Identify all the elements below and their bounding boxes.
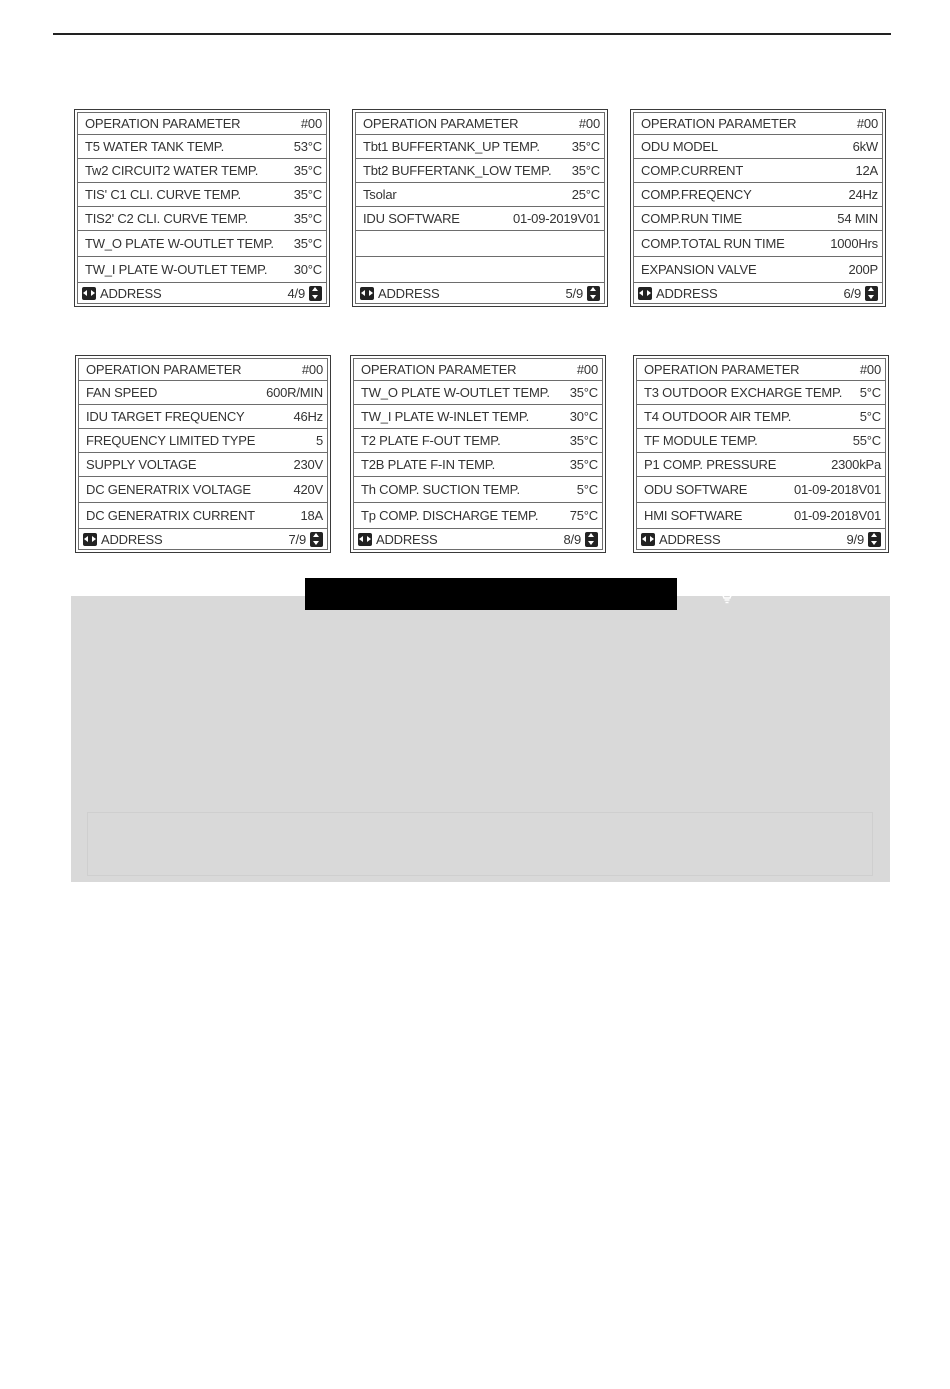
- address-nav[interactable]: [641, 532, 720, 547]
- parameter-row: [356, 135, 604, 159]
- parameter-value: 30°C: [569, 409, 598, 424]
- parameter-value: 35°C: [569, 433, 598, 448]
- parameter-value: 35°C: [571, 163, 600, 178]
- parameter-label: TW_I PLATE W-INLET TEMP.: [361, 409, 530, 424]
- panel-title: OPERATION PARAMETER: [363, 116, 519, 131]
- left-right-arrows-icon[interactable]: [638, 287, 652, 300]
- panel-frame: [77, 112, 327, 304]
- parameter-row: [78, 231, 326, 257]
- page-nav[interactable]: [288, 286, 322, 301]
- parameter-row: [354, 503, 602, 529]
- parameter-label: Tbt1 BUFFERTANK_UP TEMP.: [363, 139, 540, 154]
- parameter-row: [356, 257, 604, 283]
- parameter-label: IDU SOFTWARE: [363, 211, 460, 226]
- panel-footer: [637, 529, 885, 549]
- parameter-row: [79, 381, 327, 405]
- parameter-value: 75°C: [569, 508, 598, 523]
- address-label: ADDRESS: [101, 531, 163, 547]
- parameter-row: [634, 231, 882, 257]
- panel-title-row: [356, 113, 604, 135]
- panel-footer: [354, 529, 602, 549]
- parameter-label: TW_I PLATE W-OUTLET TEMP.: [85, 262, 268, 277]
- parameter-value: 35°C: [293, 211, 322, 226]
- parameter-row: [78, 257, 326, 283]
- page-nav[interactable]: [289, 532, 323, 547]
- parameter-label: TF MODULE TEMP.: [644, 433, 758, 448]
- parameter-label: Tsolar: [363, 187, 397, 202]
- panel-code: #00: [859, 362, 881, 377]
- parameter-value: 01-09-2018V01: [793, 508, 881, 523]
- parameter-row: [637, 429, 885, 453]
- parameter-row: [79, 405, 327, 429]
- parameter-panel: [74, 109, 330, 307]
- address-nav[interactable]: [358, 532, 437, 547]
- parameter-row: [634, 257, 882, 283]
- parameter-value: 35°C: [569, 457, 598, 472]
- parameter-value: 600R/MIN: [266, 385, 323, 400]
- parameter-label: T3 OUTDOOR EXCHARGE TEMP.: [644, 385, 843, 400]
- address-nav[interactable]: [360, 286, 439, 301]
- parameter-row: [79, 429, 327, 453]
- page-nav[interactable]: [566, 286, 600, 301]
- page-nav[interactable]: [564, 532, 598, 547]
- address-label: ADDRESS: [376, 531, 438, 547]
- parameter-value: 55°C: [852, 433, 881, 448]
- up-down-arrows-icon[interactable]: [868, 532, 881, 547]
- parameter-row: [78, 183, 326, 207]
- parameter-value: 53°C: [293, 139, 322, 154]
- up-down-arrows-icon[interactable]: [865, 286, 878, 301]
- parameter-label: Tp COMP. DISCHARGE TEMP.: [361, 508, 539, 523]
- parameter-panel: [633, 355, 889, 553]
- parameter-value: 24Hz: [848, 187, 878, 202]
- parameter-label: COMP.RUN TIME: [641, 211, 742, 226]
- panel-frame: [355, 112, 605, 304]
- parameter-value: 25°C: [571, 187, 600, 202]
- parameter-value: 5°C: [859, 385, 881, 400]
- parameter-row: [79, 477, 327, 503]
- panel-frame: [353, 358, 603, 550]
- parameter-label: COMP.TOTAL RUN TIME: [641, 236, 785, 251]
- parameter-label: EXPANSION VALVE: [641, 262, 757, 277]
- parameter-row: [634, 159, 882, 183]
- address-label: ADDRESS: [659, 531, 721, 547]
- parameter-label: Th COMP. SUCTION TEMP.: [361, 482, 520, 497]
- parameter-row: [634, 207, 882, 231]
- parameter-row: [637, 477, 885, 503]
- parameter-value: 5°C: [859, 409, 881, 424]
- parameter-label: FAN SPEED: [86, 385, 158, 400]
- left-right-arrows-icon[interactable]: [83, 533, 97, 546]
- top-rule: [53, 33, 891, 35]
- panel-footer: [78, 283, 326, 303]
- panel-frame: [636, 358, 886, 550]
- parameter-label: P1 COMP. PRESSURE: [644, 457, 777, 472]
- panel-code: #00: [300, 116, 322, 131]
- parameter-row: [356, 207, 604, 231]
- parameter-label: HMI SOFTWARE: [644, 508, 743, 523]
- parameter-row: [354, 429, 602, 453]
- parameter-label: TW_O PLATE W-OUTLET TEMP.: [85, 236, 274, 251]
- up-down-arrows-icon[interactable]: [310, 532, 323, 547]
- parameter-label: T2B PLATE F-IN TEMP.: [361, 457, 495, 472]
- parameter-label: SUPPLY VOLTAGE: [86, 457, 197, 472]
- parameter-label: DC GENERATRIX VOLTAGE: [86, 482, 251, 497]
- parameter-panel: [630, 109, 886, 307]
- up-down-arrows-icon[interactable]: [587, 286, 600, 301]
- parameter-label: ODU MODEL: [641, 139, 718, 154]
- parameter-value: 5: [315, 433, 323, 448]
- page-indicator: 7/9: [288, 531, 306, 547]
- parameter-value: 35°C: [293, 187, 322, 202]
- left-right-arrows-icon[interactable]: [358, 533, 372, 546]
- parameter-label: ODU SOFTWARE: [644, 482, 748, 497]
- panel-frame: [633, 112, 883, 304]
- parameter-label: COMP.FREQENCY: [641, 187, 752, 202]
- parameter-panel: [350, 355, 606, 553]
- parameter-value: 46Hz: [293, 409, 323, 424]
- page-nav[interactable]: [844, 286, 878, 301]
- panel-code: #00: [301, 362, 323, 377]
- parameter-label: Tbt2 BUFFERTANK_LOW TEMP.: [363, 163, 552, 178]
- parameter-value: 200P: [848, 262, 878, 277]
- parameter-row: [637, 503, 885, 529]
- parameter-row: [356, 183, 604, 207]
- parameter-row: [356, 231, 604, 257]
- panel-title-row: [79, 359, 327, 381]
- panel-frame: [78, 358, 328, 550]
- panel-title: OPERATION PARAMETER: [361, 362, 517, 377]
- parameter-label: TW_O PLATE W-OUTLET TEMP.: [361, 385, 550, 400]
- left-right-arrows-icon[interactable]: [360, 287, 374, 300]
- address-label: ADDRESS: [656, 285, 718, 301]
- parameter-row: [354, 477, 602, 503]
- parameter-label: TIS2' C2 CLI. CURVE TEMP.: [85, 211, 248, 226]
- panel-title-row: [634, 113, 882, 135]
- panel-title: OPERATION PARAMETER: [644, 362, 800, 377]
- address-label: ADDRESS: [378, 285, 440, 301]
- panel-title-row: [637, 359, 885, 381]
- parameter-row: [354, 453, 602, 477]
- left-right-arrows-icon[interactable]: [641, 533, 655, 546]
- parameter-value: 6kW: [852, 139, 878, 154]
- parameter-row: [356, 159, 604, 183]
- parameter-label: IDU TARGET FREQUENCY: [86, 409, 245, 424]
- parameter-value: 35°C: [293, 236, 322, 251]
- panel-footer: [356, 283, 604, 303]
- page-indicator: 9/9: [846, 531, 864, 547]
- lightbulb-icon: [715, 582, 739, 606]
- parameter-value: 54 MIN: [837, 211, 878, 226]
- parameter-value: 35°C: [571, 139, 600, 154]
- page-indicator: 8/9: [563, 531, 581, 547]
- up-down-arrows-icon[interactable]: [585, 532, 598, 547]
- parameter-value: 1000Hrs: [830, 236, 878, 251]
- parameter-label: COMP.CURRENT: [641, 163, 744, 178]
- parameter-row: [634, 135, 882, 159]
- parameter-label: TIS' C1 CLI. CURVE TEMP.: [85, 187, 241, 202]
- panel-footer: [79, 529, 327, 549]
- parameter-value: 35°C: [569, 385, 598, 400]
- parameter-value: 01-09-2018V01: [793, 482, 881, 497]
- parameter-row: [354, 381, 602, 405]
- parameter-label: FREQUENCY LIMITED TYPE: [86, 433, 256, 448]
- parameter-value: 12A: [855, 163, 878, 178]
- panel-title-row: [354, 359, 602, 381]
- panel-code: #00: [576, 362, 598, 377]
- page-indicator: 4/9: [287, 285, 305, 301]
- parameter-label: DC GENERATRIX CURRENT: [86, 508, 255, 523]
- parameter-value: 5°C: [576, 482, 598, 497]
- parameter-row: [637, 405, 885, 429]
- panel-title: OPERATION PARAMETER: [641, 116, 797, 131]
- parameter-value: 2300kPa: [831, 457, 881, 472]
- parameter-row: [79, 503, 327, 529]
- panel-code: #00: [856, 116, 878, 131]
- parameter-panel: [75, 355, 331, 553]
- parameter-row: [634, 183, 882, 207]
- parameter-row: [79, 453, 327, 477]
- parameter-row: [78, 159, 326, 183]
- parameter-row: [78, 135, 326, 159]
- parameter-value: 18A: [300, 508, 323, 523]
- parameter-row: [78, 207, 326, 231]
- panel-title: OPERATION PARAMETER: [86, 362, 242, 377]
- parameter-value: 35°C: [293, 163, 322, 178]
- note-inner-frame: [87, 812, 873, 876]
- parameter-row: [637, 453, 885, 477]
- parameter-value: 420V: [293, 482, 323, 497]
- address-nav[interactable]: [82, 286, 161, 301]
- note-header: [305, 578, 677, 610]
- parameter-row: [637, 381, 885, 405]
- up-down-arrows-icon[interactable]: [309, 286, 322, 301]
- address-nav[interactable]: [638, 286, 717, 301]
- address-nav[interactable]: [83, 532, 162, 547]
- parameter-value: 30°C: [293, 262, 322, 277]
- panel-title-row: [78, 113, 326, 135]
- parameter-label: Tw2 CIRCUIT2 WATER TEMP.: [85, 163, 259, 178]
- parameter-value: 01-09-2019V01: [512, 211, 600, 226]
- panel-footer: [634, 283, 882, 303]
- page-indicator: 5/9: [565, 285, 583, 301]
- panel-code: #00: [578, 116, 600, 131]
- parameter-panel: [352, 109, 608, 307]
- note-box: [71, 596, 890, 882]
- parameter-label: T5 WATER TANK TEMP.: [85, 139, 224, 154]
- parameter-row: [354, 405, 602, 429]
- address-label: ADDRESS: [100, 285, 162, 301]
- parameter-value: 230V: [293, 457, 323, 472]
- parameter-label: T2 PLATE F-OUT TEMP.: [361, 433, 501, 448]
- page-nav[interactable]: [847, 532, 881, 547]
- left-right-arrows-icon[interactable]: [82, 287, 96, 300]
- page-indicator: 6/9: [843, 285, 861, 301]
- panel-title: OPERATION PARAMETER: [85, 116, 241, 131]
- parameter-label: T4 OUTDOOR AIR TEMP.: [644, 409, 792, 424]
